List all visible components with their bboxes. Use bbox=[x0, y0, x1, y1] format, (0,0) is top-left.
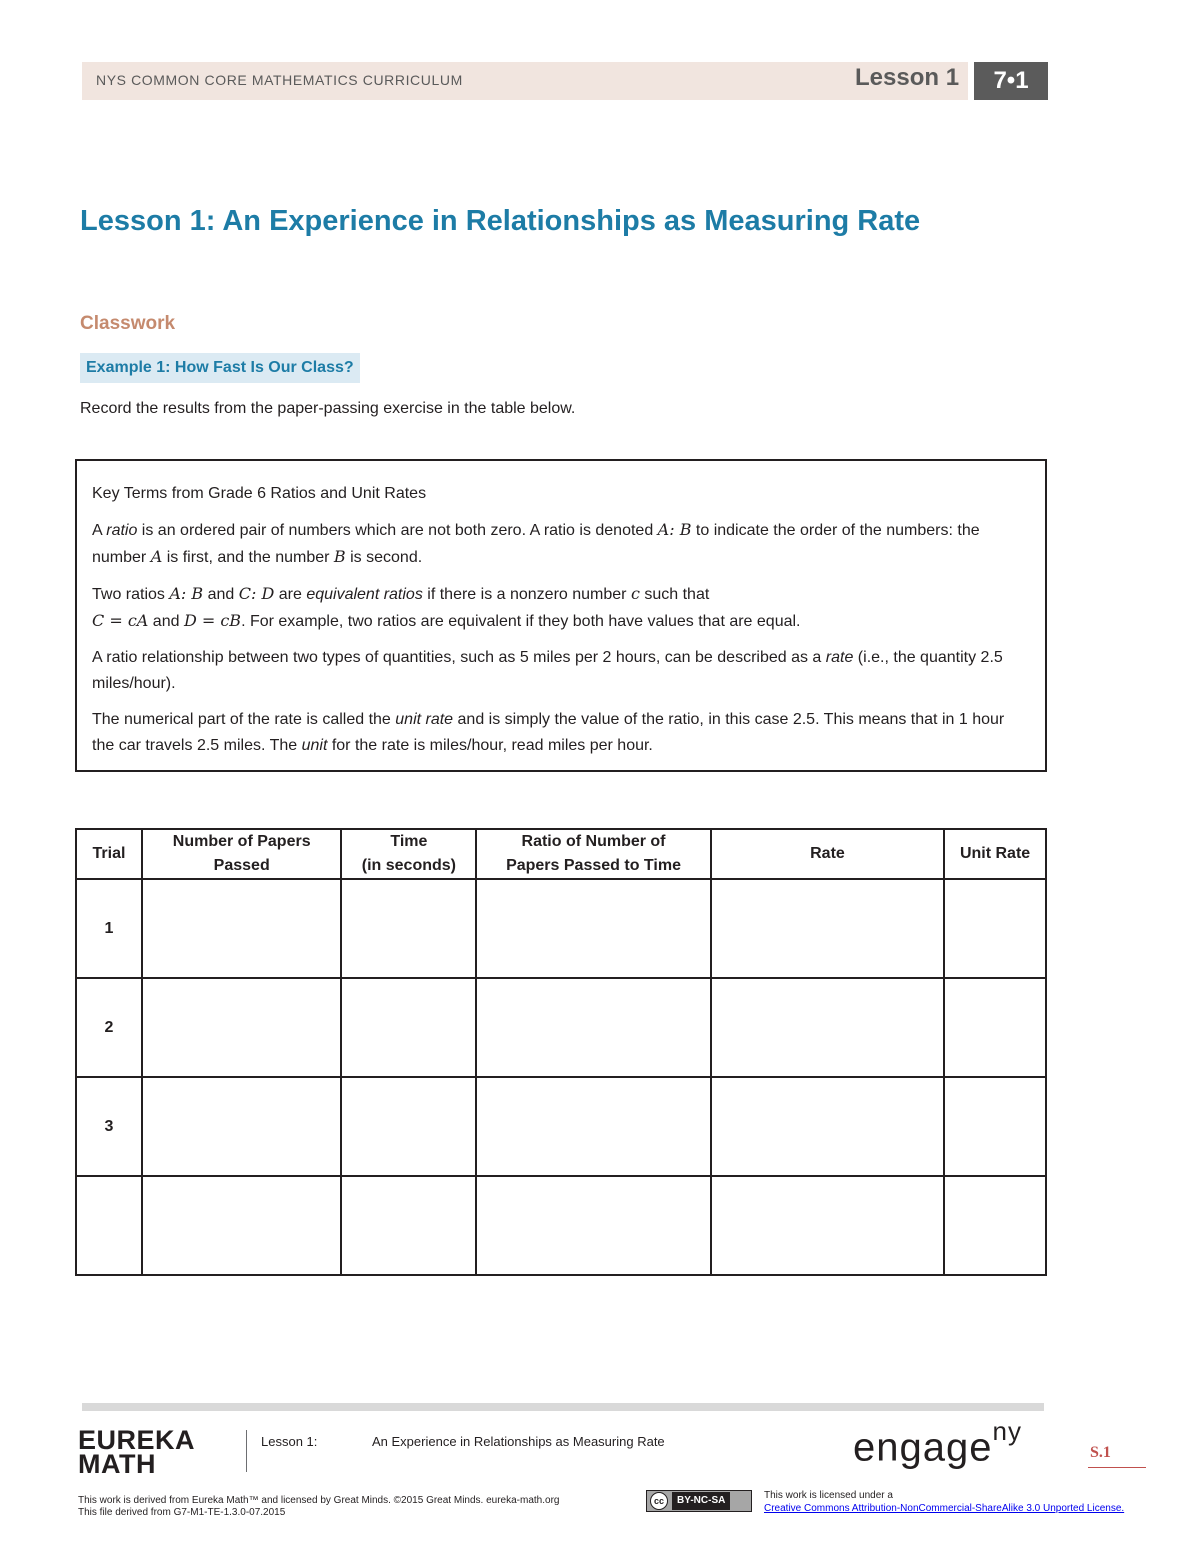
time-cell[interactable] bbox=[341, 1077, 476, 1176]
ratio-cell[interactable] bbox=[476, 879, 710, 978]
header-lesson: Lesson 1 bbox=[855, 64, 960, 91]
papers-cell[interactable] bbox=[142, 978, 342, 1077]
header-unit-rate: Unit Rate bbox=[944, 829, 1046, 879]
papers-cell[interactable] bbox=[142, 1176, 342, 1275]
page-title: Lesson 1: An Experience in Relationships as Measuring Rate bbox=[80, 205, 921, 237]
derived-notice: This work is derived from Eureka Math™ and licensed by Great Minds. ©2015 Great Minds. eureka-math.org bbox=[78, 1495, 560, 1506]
rate-definition: A ratio relationship between two types of quantities, such as 5 miles per 2 hours, can be described as a rate (i.e., the quantity 2.5 miles/hour). bbox=[92, 649, 1003, 692]
footer-rule bbox=[82, 1403, 1044, 1411]
table-header-row bbox=[76, 829, 1046, 879]
footer-lesson-label: Lesson 1: bbox=[261, 1434, 318, 1449]
time-cell[interactable] bbox=[341, 978, 476, 1077]
trial-number bbox=[76, 1176, 142, 1275]
equivalent-ratios-definition: Two ratios A: B and C: D are equivalent ratios if there is a nonzero number c such that C = cA and D = cB. For example, two ratios are equivalent if they both have values that are equal. bbox=[92, 584, 801, 630]
unit-rate-cell[interactable] bbox=[944, 879, 1046, 978]
ratio-cell[interactable] bbox=[476, 978, 710, 1077]
eureka-math-logo: EUREKA MATH bbox=[78, 1425, 196, 1479]
header-time: Time (in seconds) bbox=[341, 829, 476, 879]
papers-cell[interactable] bbox=[142, 1077, 342, 1176]
table-row bbox=[76, 879, 1046, 978]
unit-rate-cell[interactable] bbox=[944, 1077, 1046, 1176]
unit-rate-cell[interactable] bbox=[944, 978, 1046, 1077]
table-row bbox=[76, 1176, 1046, 1275]
trial-number: 3 bbox=[76, 1077, 142, 1176]
papers-cell[interactable] bbox=[142, 879, 342, 978]
time-cell[interactable] bbox=[341, 1176, 476, 1275]
rate-cell[interactable] bbox=[711, 978, 944, 1077]
classwork-heading: Classwork bbox=[80, 313, 176, 334]
trial-number: 2 bbox=[76, 978, 142, 1077]
engageny-logo: engage$^{ny}$ bbox=[853, 1416, 1022, 1470]
license-intro: This work is licensed under a bbox=[764, 1490, 893, 1501]
grade-module-badge: 7•1 bbox=[974, 62, 1048, 100]
file-notice: This file derived from G7-M1-TE-1.3.0-07.2015 bbox=[78, 1507, 286, 1518]
trial-number: 1 bbox=[76, 879, 142, 978]
ratio-cell[interactable] bbox=[476, 1176, 710, 1275]
unit-rate-cell[interactable] bbox=[944, 1176, 1046, 1275]
key-terms-heading: Key Terms from Grade 6 Ratios and Unit Rates bbox=[92, 485, 427, 502]
footer-lesson-title: An Experience in Relationships as Measuring Rate bbox=[372, 1434, 665, 1449]
unit-rate-definition: The numerical part of the rate is called the unit rate and is simply the value of the ratio, in this case 2.5. This means that in 1 hour the car travels 2.5 miles. The unit for the rate is miles/hour, read miles per hour. bbox=[92, 711, 1005, 754]
header-trial: Trial bbox=[76, 829, 142, 879]
cc-icon: cc bbox=[650, 1492, 668, 1510]
key-terms-box bbox=[75, 459, 1047, 772]
table-row bbox=[76, 978, 1046, 1077]
cc-license-type: BY-NC-SA bbox=[672, 1492, 730, 1510]
cc-license-badge[interactable] bbox=[646, 1490, 752, 1512]
instruction-text: Record the results from the paper-passing exercise in the table below. bbox=[80, 400, 576, 417]
license-link[interactable]: Creative Commons Attribution-NonCommercial-ShareAlike 3.0 Unported License. bbox=[764, 1503, 1125, 1514]
footer-divider bbox=[246, 1430, 247, 1472]
trials-table bbox=[75, 828, 1047, 1276]
rate-cell[interactable] bbox=[711, 879, 944, 978]
page-number: S.1 bbox=[1090, 1444, 1111, 1461]
header-rate: Rate bbox=[711, 829, 944, 879]
ratio-definition: A ratio is an ordered pair of numbers which are not both zero. A ratio is denoted A: B to indicate the order of the numbers: the number A is first, and the number B is second. bbox=[92, 520, 980, 566]
header-ratio: Ratio of Number of Papers Passed to Time bbox=[476, 829, 710, 879]
time-cell[interactable] bbox=[341, 879, 476, 978]
table-row bbox=[76, 1077, 1046, 1176]
rate-cell[interactable] bbox=[711, 1077, 944, 1176]
page-number-underline bbox=[1088, 1467, 1146, 1468]
ratio-cell[interactable] bbox=[476, 1077, 710, 1176]
curriculum-title: NYS COMMON CORE MATHEMATICS CURRICULUM bbox=[96, 72, 463, 88]
example-heading: Example 1: How Fast Is Our Class? bbox=[80, 353, 360, 383]
header-papers-passed: Number of Papers Passed bbox=[142, 829, 342, 879]
rate-cell[interactable] bbox=[711, 1176, 944, 1275]
